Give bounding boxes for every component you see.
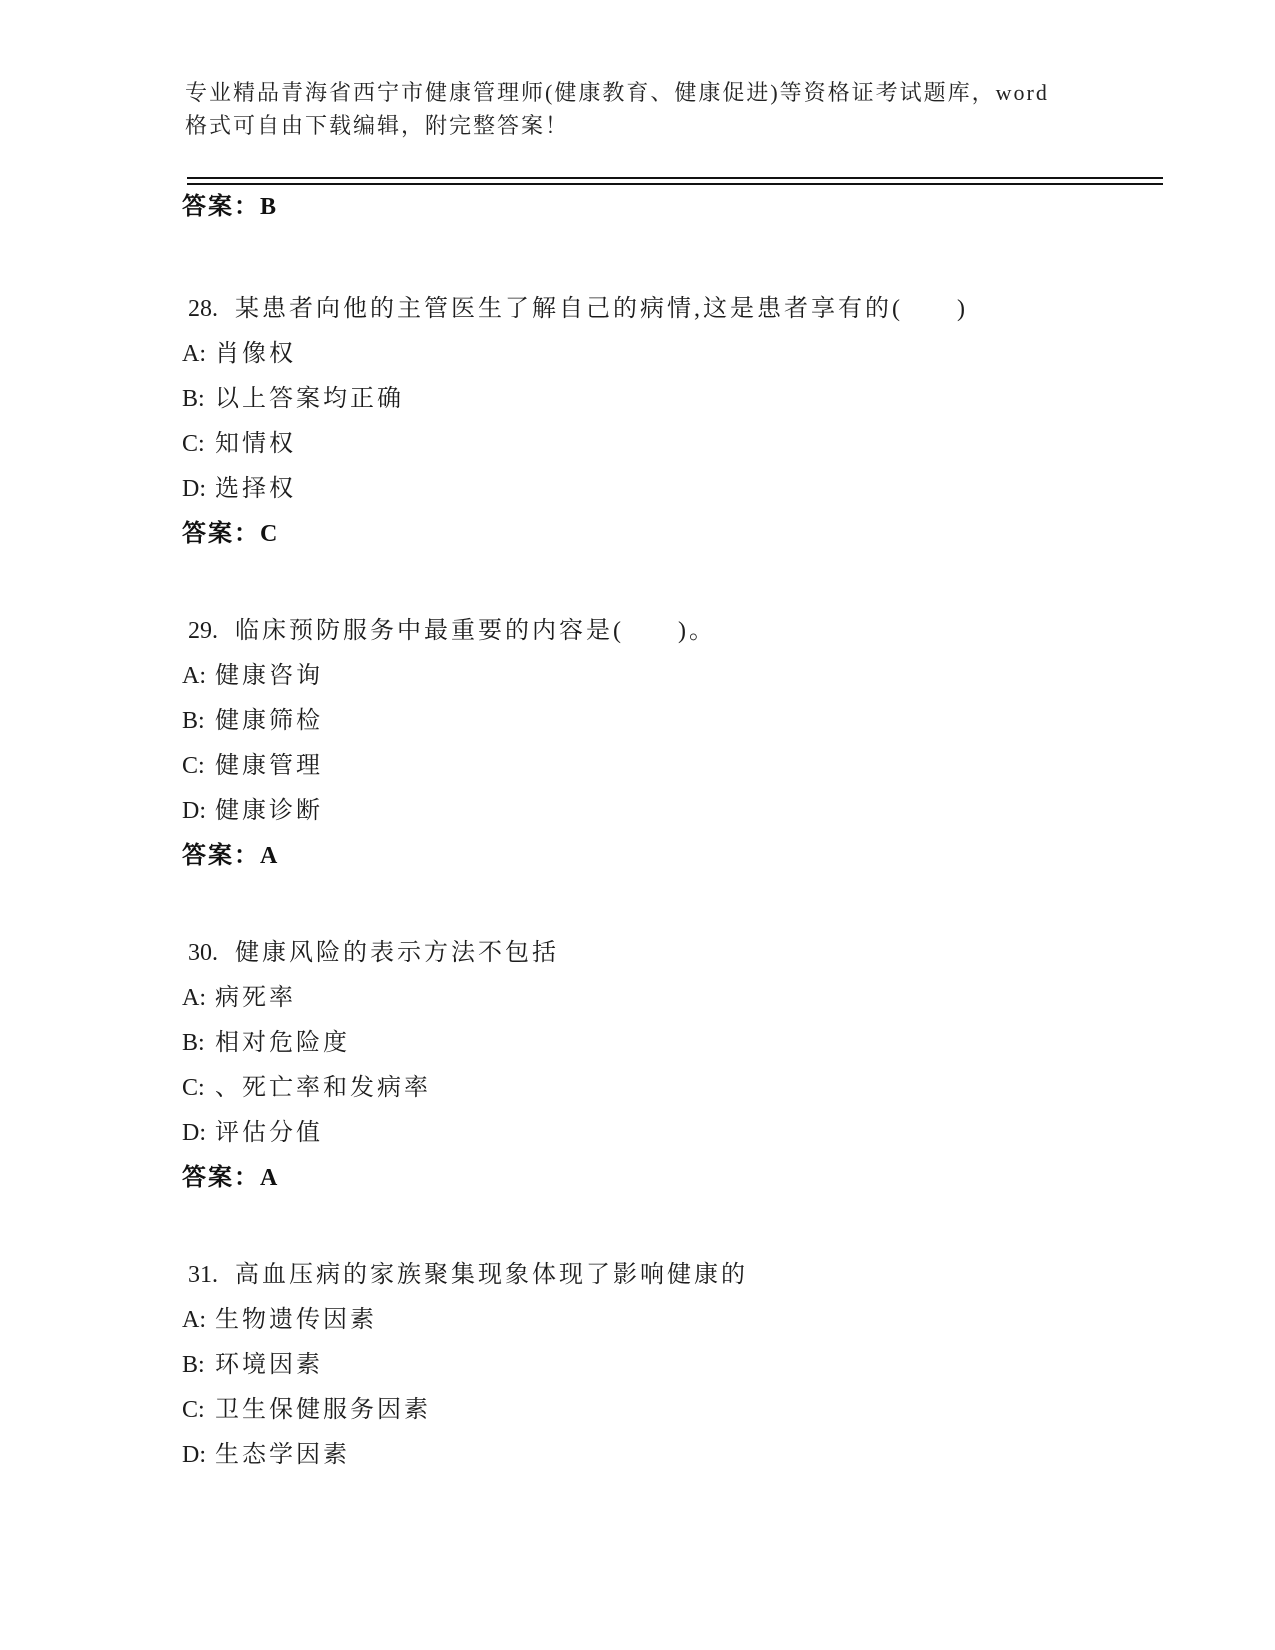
option-letter: A: <box>182 985 206 1011</box>
question-line <box>182 1253 1182 1298</box>
answer-line <box>182 185 1182 230</box>
option-letter: B: <box>182 1352 205 1378</box>
options <box>182 1298 1182 1478</box>
question-text: 某患者向他的主管医生了解自己的病情,这是患者享有的( ) <box>235 296 968 322</box>
question-block <box>182 609 1182 879</box>
option-text: 评估分值 <box>215 1120 323 1146</box>
option-letter: C: <box>182 1075 205 1101</box>
answer-label: 答案： <box>182 521 260 547</box>
option-line <box>182 1111 1182 1156</box>
option-text: 知情权 <box>215 431 296 457</box>
questions <box>182 287 1182 1478</box>
answer-line <box>182 1156 1182 1201</box>
question-number: 31. <box>188 1262 218 1288</box>
option-line <box>182 1066 1182 1111</box>
option-line <box>182 1388 1182 1433</box>
option-letter: B: <box>182 386 205 412</box>
option-letter: D: <box>182 1120 206 1146</box>
question-block <box>182 287 1182 557</box>
option-letter: A: <box>182 341 206 367</box>
question-number: 29. <box>188 618 218 644</box>
option-text: 、死亡率和发病率 <box>215 1075 431 1101</box>
option-text: 相对危险度 <box>215 1030 350 1056</box>
question-block <box>182 931 1182 1201</box>
option-letter: A: <box>182 663 206 689</box>
answer-value: A <box>260 1165 281 1191</box>
answer-value: A <box>260 843 281 869</box>
option-line <box>182 467 1182 512</box>
option-text: 以上答案均正确 <box>215 386 404 412</box>
option-line <box>182 1021 1182 1066</box>
answer-line <box>182 512 1182 557</box>
option-text: 肖像权 <box>215 341 296 367</box>
answer-line <box>182 834 1182 879</box>
option-text: 健康管理 <box>215 753 323 779</box>
header-divider <box>187 177 1163 185</box>
option-letter: B: <box>182 1030 205 1056</box>
content <box>182 185 1182 1478</box>
option-letter: D: <box>182 476 206 502</box>
option-text: 卫生保健服务因素 <box>215 1397 431 1423</box>
question-block <box>182 1253 1182 1478</box>
header-line-1: 专业精品青海省西宁市健康管理师(健康教育、健康促进)等资格证考试题库，word <box>185 80 1049 105</box>
option-line <box>182 789 1182 834</box>
page-header <box>185 76 1100 142</box>
option-line <box>182 332 1182 377</box>
option-line <box>182 654 1182 699</box>
option-letter: D: <box>182 798 206 824</box>
option-line <box>182 1433 1182 1478</box>
answer-label: 答案： <box>182 1165 260 1191</box>
option-text: 健康诊断 <box>215 798 323 824</box>
options <box>182 976 1182 1156</box>
option-text: 健康咨询 <box>215 663 323 689</box>
header-line-2: 格式可自由下载编辑，附完整答案！ <box>185 113 570 138</box>
question-text: 健康风险的表示方法不包括 <box>235 940 559 966</box>
option-letter: B: <box>182 708 205 734</box>
question-text: 高血压病的家族聚集现象体现了影响健康的 <box>235 1262 748 1288</box>
answer-value: C <box>260 521 281 547</box>
option-line <box>182 422 1182 467</box>
answer-value: B <box>260 194 280 220</box>
option-letter: C: <box>182 1397 205 1423</box>
option-text: 生物遗传因素 <box>215 1307 377 1333</box>
answer-label: 答案： <box>182 843 260 869</box>
question-text: 临床预防服务中最重要的内容是( )。 <box>235 618 716 644</box>
option-line <box>182 976 1182 1021</box>
option-line <box>182 699 1182 744</box>
question-line <box>182 931 1182 976</box>
option-letter: D: <box>182 1442 206 1468</box>
option-line <box>182 377 1182 422</box>
option-text: 选择权 <box>215 476 296 502</box>
option-letter: C: <box>182 431 205 457</box>
answer-label: 答案： <box>182 194 260 220</box>
question-line <box>182 287 1182 332</box>
question-number: 30. <box>188 940 218 966</box>
option-text: 环境因素 <box>215 1352 323 1378</box>
options <box>182 654 1182 834</box>
option-letter: A: <box>182 1307 206 1333</box>
option-letter: C: <box>182 753 205 779</box>
option-text: 病死率 <box>215 985 296 1011</box>
option-text: 生态学因素 <box>215 1442 350 1468</box>
question-line <box>182 609 1182 654</box>
option-line <box>182 1298 1182 1343</box>
option-line <box>182 1343 1182 1388</box>
option-text: 健康筛检 <box>215 708 323 734</box>
options <box>182 332 1182 512</box>
option-line <box>182 744 1182 789</box>
question-number: 28. <box>188 296 218 322</box>
